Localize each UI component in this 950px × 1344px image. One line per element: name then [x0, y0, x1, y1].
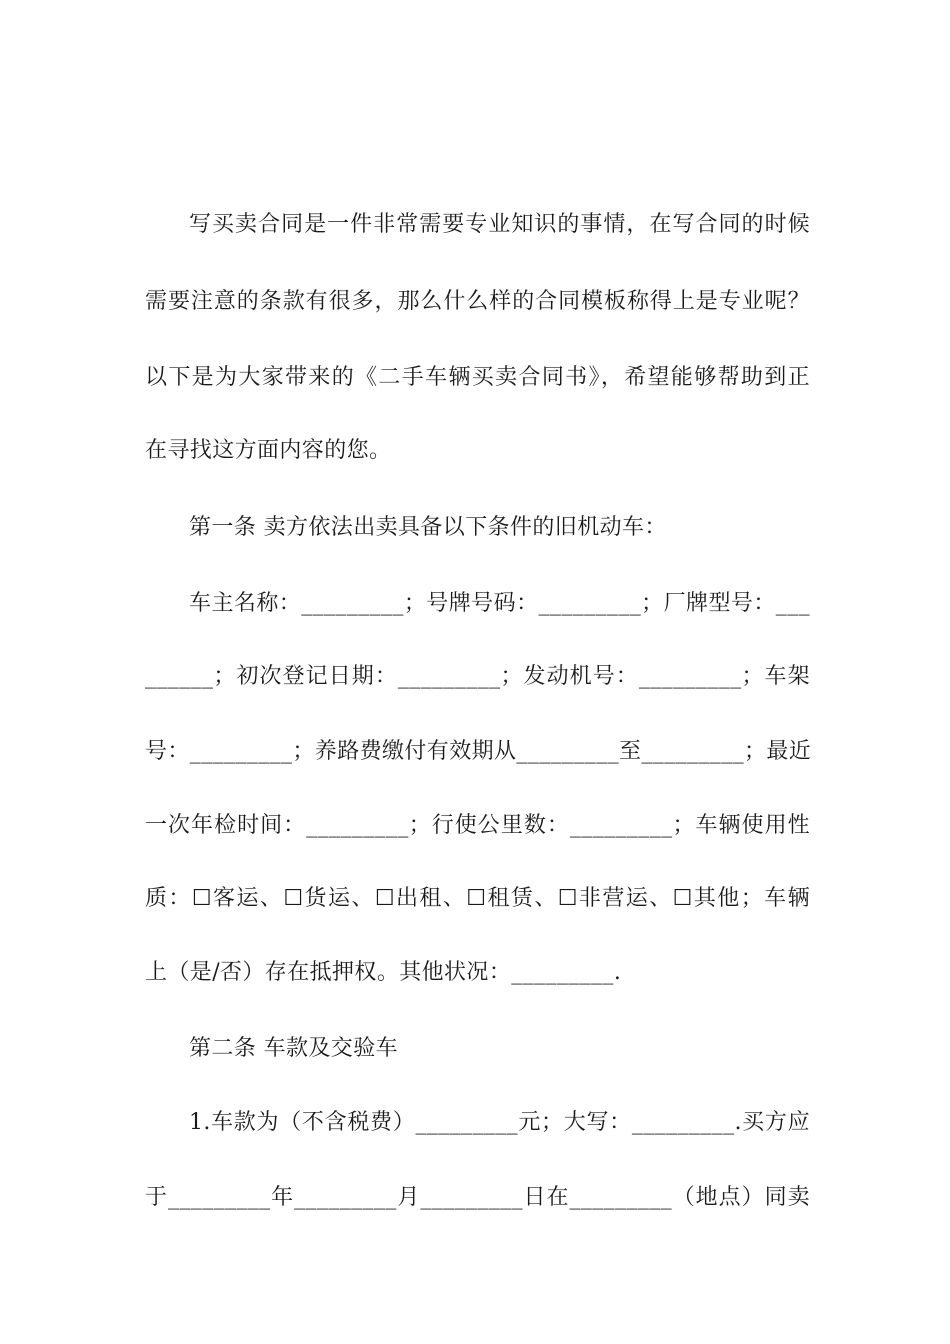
intro-line-1: 写买卖合同是一件非常需要专业知识的事情，在写合同的时候	[189, 212, 810, 237]
article-1-line-6: 上（是/否）存在抵押权。其他状况：_________.	[145, 960, 622, 985]
article-2-line-1: 1.车款为（不含税费）_________元；大写：_________.买方应	[189, 1110, 810, 1135]
intro-line-2: 需要注意的条款有很多，那么什么样的合同模板称得上是专业呢？	[145, 289, 810, 314]
article-1-line-2: ______；初次登记日期：_________；发动机号：_________；车架	[145, 664, 810, 689]
article-2-line-2: 于_________年_________月_________日在_________（地点）同卖	[145, 1185, 810, 1210]
article-1-line-1: 车主名称：_________；号牌号码：_________；厂牌型号：___	[189, 591, 810, 616]
article-1-line-3: 号：_________；养路费缴付有效期从_________至_________；最近	[145, 739, 812, 764]
article-1-heading: 第一条 卖方依法出卖具备以下条件的旧机动车：	[189, 515, 667, 540]
intro-line-4: 在寻找这方面内容的您。	[145, 438, 392, 463]
article-1-line-5: 质：☐客运、☐货运、☐出租、☐租赁、☐非营运、☐其他；车辆	[145, 886, 810, 911]
article-1-line-4: 一次年检时间：_________；行使公里数：_________；车辆使用性	[145, 813, 810, 838]
article-2-heading: 第二条 车款及交验车	[189, 1036, 398, 1061]
intro-line-3: 以下是为大家带来的《二手车辆买卖合同书》，希望能够帮助到正	[145, 365, 810, 390]
